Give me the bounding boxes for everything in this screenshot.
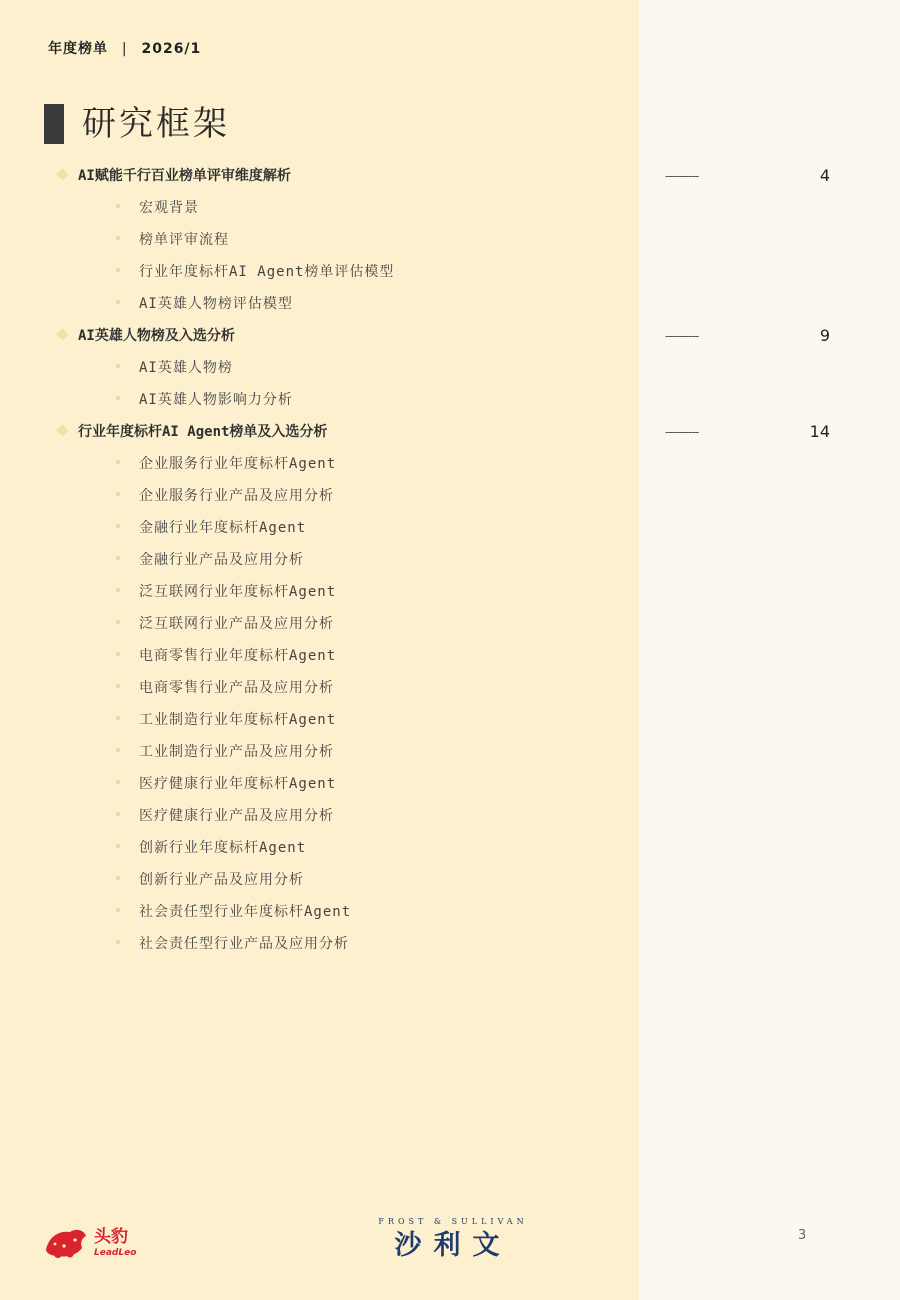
dot-bullet-icon xyxy=(116,844,120,848)
frost-sullivan-cn: 沙利文 xyxy=(394,1230,512,1260)
dot-bullet-icon xyxy=(116,204,120,208)
toc-label: AI英雄人物榜评估模型 xyxy=(139,296,293,312)
report-type: 年度榜单 xyxy=(48,41,108,57)
toc-label: AI英雄人物榜及入选分析 xyxy=(78,328,235,344)
toc-subsection[interactable] xyxy=(0,229,900,251)
toc-label: 社会责任型行业产品及应用分析 xyxy=(139,936,349,952)
dot-bullet-icon xyxy=(116,812,120,816)
toc-subsection[interactable] xyxy=(0,261,900,283)
leadleo-en-name: LeadLeo xyxy=(94,1248,137,1258)
toc-page-number: 4 xyxy=(819,166,830,185)
toc-section[interactable] xyxy=(0,325,900,347)
leopard-logo-icon xyxy=(46,1230,86,1258)
dot-bullet-icon xyxy=(116,940,120,944)
toc-page-number: 14 xyxy=(809,422,830,441)
toc-label: 泛互联网行业产品及应用分析 xyxy=(139,616,334,632)
toc-leader: ---------- xyxy=(665,425,699,439)
dot-bullet-icon xyxy=(116,876,120,880)
header-separator: | xyxy=(121,41,128,57)
dot-bullet-icon xyxy=(116,556,120,560)
toc-label: AI赋能千行百业榜单评审维度解析 xyxy=(78,168,291,184)
toc-label: 创新行业年度标杆Agent xyxy=(139,840,307,856)
dot-bullet-icon xyxy=(116,588,120,592)
toc-page-number: 9 xyxy=(819,326,830,345)
frost-sullivan-logo xyxy=(368,1214,538,1260)
toc-label: 宏观背景 xyxy=(139,200,199,216)
toc-subsection[interactable] xyxy=(0,741,900,763)
toc-subsection[interactable] xyxy=(0,581,900,603)
leadleo-logo xyxy=(44,1220,154,1260)
toc-section[interactable] xyxy=(0,165,900,187)
diamond-bullet-icon xyxy=(56,424,69,437)
diamond-bullet-icon xyxy=(56,168,69,181)
dot-bullet-icon xyxy=(116,236,120,240)
toc-subsection[interactable] xyxy=(0,613,900,635)
toc-label: 工业制造行业产品及应用分析 xyxy=(139,744,334,760)
toc-subsection[interactable] xyxy=(0,709,900,731)
dot-bullet-icon xyxy=(116,780,120,784)
dot-bullet-icon xyxy=(116,300,120,304)
toc-label: 社会责任型行业年度标杆Agent xyxy=(139,904,352,920)
toc-subsection[interactable] xyxy=(0,357,900,379)
dot-bullet-icon xyxy=(116,460,120,464)
leadleo-cn-name: 头豹 xyxy=(94,1227,128,1247)
toc-label: 行业年度标杆AI Agent榜单及入选分析 xyxy=(78,424,328,440)
toc-subsection[interactable] xyxy=(0,197,900,219)
dot-bullet-icon xyxy=(116,684,120,688)
toc-subsection[interactable] xyxy=(0,901,900,923)
dot-bullet-icon xyxy=(116,396,120,400)
toc-subsection[interactable] xyxy=(0,677,900,699)
frost-sullivan-en: FROST & SULLIVAN xyxy=(378,1217,528,1226)
toc-subsection[interactable] xyxy=(0,773,900,795)
toc-label: 企业服务行业产品及应用分析 xyxy=(139,488,334,504)
toc-label: 企业服务行业年度标杆Agent xyxy=(139,456,337,472)
toc-subsection[interactable] xyxy=(0,549,900,571)
diamond-bullet-icon xyxy=(56,328,69,341)
toc-label: 医疗健康行业年度标杆Agent xyxy=(139,776,337,792)
toc-label: 行业年度标杆AI Agent榜单评估模型 xyxy=(139,264,395,280)
toc-subsection[interactable] xyxy=(0,645,900,667)
toc-subsection[interactable] xyxy=(0,869,900,891)
toc-subsection[interactable] xyxy=(0,805,900,827)
dot-bullet-icon xyxy=(116,908,120,912)
dot-bullet-icon xyxy=(116,268,120,272)
toc-label: 创新行业产品及应用分析 xyxy=(139,872,304,888)
page-number: 3 xyxy=(798,1228,807,1243)
toc-label: 泛互联网行业年度标杆Agent xyxy=(139,584,337,600)
toc-label: AI英雄人物榜 xyxy=(139,360,233,376)
toc-subsection[interactable] xyxy=(0,453,900,475)
toc-label: 电商零售行业年度标杆Agent xyxy=(139,648,337,664)
toc-section[interactable] xyxy=(0,421,900,443)
toc-label: 工业制造行业年度标杆Agent xyxy=(139,712,337,728)
page-header xyxy=(48,38,201,58)
toc-label: 榜单评审流程 xyxy=(139,232,229,248)
toc-subsection[interactable] xyxy=(0,389,900,411)
toc-label: 金融行业年度标杆Agent xyxy=(139,520,307,536)
toc-subsection[interactable] xyxy=(0,837,900,859)
toc-subsection[interactable] xyxy=(0,933,900,955)
toc-label: 医疗健康行业产品及应用分析 xyxy=(139,808,334,824)
toc-subsection[interactable] xyxy=(0,485,900,507)
toc-label: AI英雄人物影响力分析 xyxy=(139,392,293,408)
dot-bullet-icon xyxy=(116,620,120,624)
toc-label: 电商零售行业产品及应用分析 xyxy=(139,680,334,696)
dot-bullet-icon xyxy=(116,364,120,368)
dot-bullet-icon xyxy=(116,492,120,496)
dot-bullet-icon xyxy=(116,716,120,720)
dot-bullet-icon xyxy=(116,748,120,752)
dot-bullet-icon xyxy=(116,652,120,656)
page-title: 研究框架 xyxy=(82,104,230,144)
title-accent-bar xyxy=(44,104,64,144)
dot-bullet-icon xyxy=(116,524,120,528)
toc-subsection[interactable] xyxy=(0,517,900,539)
toc-leader: ---------- xyxy=(665,169,699,183)
toc-subsection[interactable] xyxy=(0,293,900,315)
toc-leader: ---------- xyxy=(665,329,699,343)
toc-label: 金融行业产品及应用分析 xyxy=(139,552,304,568)
report-date: 2026/1 xyxy=(141,41,202,57)
